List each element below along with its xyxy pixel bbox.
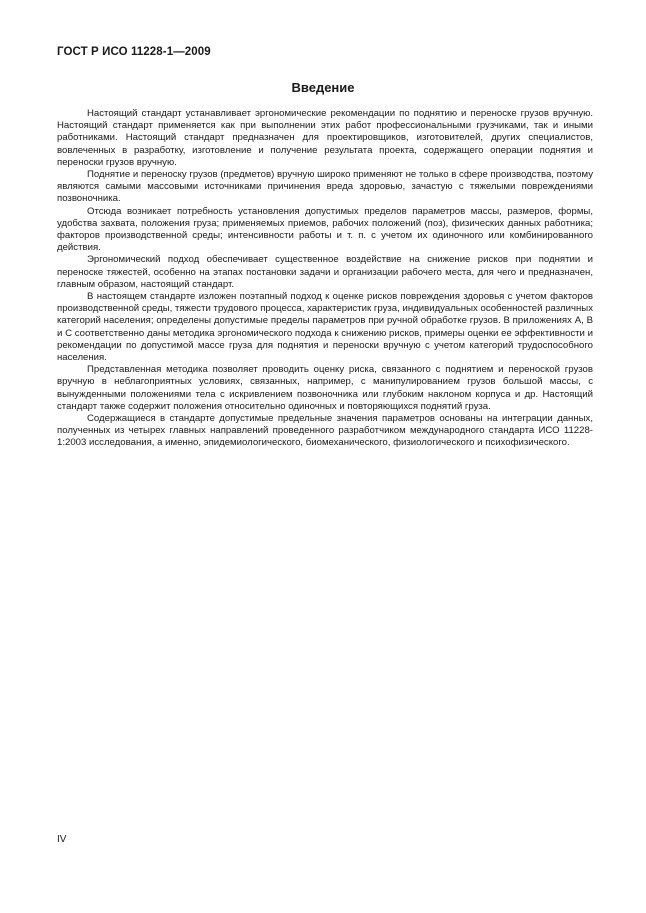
- paragraph-3: Отсюда возникает потребность установления допустимых пределов параметров массы, размеров, формы, удобства захвата, положения груза; применяемых приемов, рабочих положений (поз), физических данных работника; факторов производственной среды; интенсивности работы и т. п. с учетом их одиночного или комбинированного действия.: [57, 205, 593, 254]
- paragraph-7: Содержащиеся в стандарте допустимые предельные значения параметров основаны на интеграции данных, полученных из четырех главных направлений проведенного разработчиком международного стандарта ИСО 11228-1:2003 исследования, а именно, эпидемиологического, биомеханического, физиологического и психофизического.: [57, 413, 593, 449]
- paragraph-2: Поднятие и переноску грузов (предметов) вручную широко применяют не только в сфере производства, поэтому являются самыми массовыми источниками причинения вреда здоровью, зачастую с тяжелыми повреждениями позвоночника.: [57, 169, 593, 205]
- paragraph-4: Эргономический подход обеспечивает существенное воздействие на снижение рисков при поднятии и переноске тяжестей, особенно на этапах постановки задачи и организации рабочего места, для чего и предназначен, главным образом, настоящий стандарт.: [57, 254, 593, 290]
- introduction-body: [57, 108, 593, 450]
- section-title: Введение: [291, 80, 355, 95]
- page-number: IV: [57, 834, 67, 845]
- paragraph-6: Представленная методика позволяет проводить оценку риска, связанного с поднятием и переноской грузов вручную в неблагоприятных условиях, связанных, например, с манипулированием грузов большой массы, с вынужденными положениями тела с искривлением позвоночника или глубоким наклоном корпуса и др. Настоящий стандарт также содержит положения относительно одиночных и повторяющихся поднятий груза.: [57, 364, 593, 412]
- paragraph-1: Настоящий стандарт устанавливает эргономические рекомендации по поднятию и переноске грузов вручную. Настоящий стандарт применяется как при выполнении этих работ профессиональными грузчиками, так и иными работниками. Настоящий стандарт предназначен для проектировщиков, изготовителей, других специалистов, вовлеченных в разработку, изготовление и получение результата проекта, содержащего операции поднятия и переноски грузов вручную.: [57, 108, 593, 168]
- paragraph-5: В настоящем стандарте изложен поэтапный подход к оценке рисков повреждения здоровья с учетом факторов производственной среды, тяжести трудового процесса, характеристик груза, индивидуальных особенностей различных категорий населения; определены допустимые пределы параметров при ручной обработке грузов. В приложениях А, В и С соответственно даны методика эргономического подхода к снижению рисков, примеры оценки ее эффективности и рекомендации по допустимой массе груза для поднятия и переноски вручную с учетом категорий трудоспособного населения.: [57, 291, 593, 364]
- standard-designation: ГОСТ Р ИСО 11228-1—2009: [57, 46, 211, 58]
